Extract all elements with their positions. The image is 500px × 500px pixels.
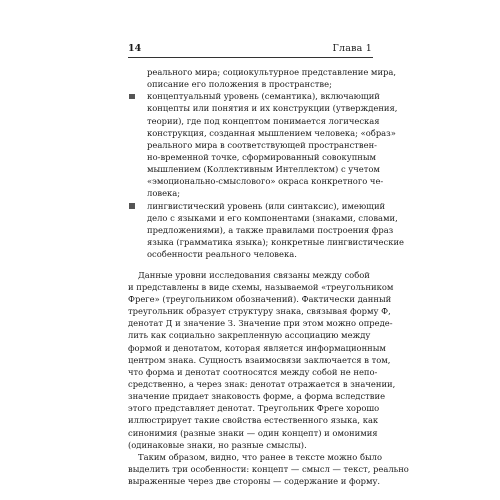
- square-bullet-icon: [129, 203, 135, 209]
- page-number: 14: [128, 43, 142, 54]
- paragraph-frege-triangle: [128, 269, 396, 451]
- text-line: описание его положения в пространстве;: [147, 79, 332, 90]
- text-line: конструкция, созданная мышлением человека; «образ»: [147, 127, 396, 138]
- list-item-concept-level: [128, 90, 398, 199]
- header-rule: [128, 57, 373, 58]
- text-line: но-временной точке, сформированный совокупным: [147, 151, 377, 162]
- text-line: иллюстрирует такие свойства естественного языка, как: [128, 415, 379, 426]
- page-body: [128, 66, 409, 487]
- text-line: средственно, а через знак: денотат отражается в значении,: [128, 379, 396, 390]
- text-line: языка (грамматика языка); конкретные лингвистические: [147, 236, 404, 247]
- list-item-linguistic-level: [128, 200, 404, 261]
- square-bullet-icon: [129, 94, 135, 100]
- text-line: концепты или понятия и их конструкции (утверждения,: [147, 103, 398, 114]
- text-line: что форма и денотат соотносятся между собой не непо-: [128, 366, 378, 377]
- text-line: этого представляет денотат. Треугольник Фреге хорошо: [128, 403, 380, 414]
- text-line: реального мира; социокультурное представление мира,: [147, 67, 397, 77]
- running-head-chapter: Глава 1: [332, 43, 372, 54]
- text-line: предложениями), а также правилами построения фраз: [147, 224, 394, 235]
- text-line: выраженные через две стороны — содержание и форму.: [128, 476, 381, 487]
- text-line: мышлением (Коллективным Интеллектом) с учетом: [147, 164, 380, 175]
- text-line: Фреге» (треугольником обозначений). Фактически данный: [128, 294, 392, 305]
- text-line: центром знака. Сущность взаимосвязи заключается в том,: [128, 354, 391, 365]
- text-line: Таким образом, видно, что ранее в тексте можно было: [138, 451, 383, 462]
- text-span: лингвистический уровень (или синтаксис), имеющий: [147, 200, 386, 211]
- text-line: треугольник образует структуру знака, связывая форму Ф,: [128, 306, 391, 317]
- paragraph-conclusion: [128, 451, 409, 487]
- text-line: значение придает знаковость форме, а форма вследствие: [128, 391, 386, 402]
- text-line: «эмоционально-смыслового» окраса конкретного че-: [147, 176, 384, 187]
- text-line: [128, 200, 386, 212]
- paragraph-gap: [128, 260, 373, 269]
- text-line: денотат Д и значение З. Значение при этом можно опреде-: [128, 318, 393, 329]
- text-line: лить как социально закрепленную ассоциацию между: [128, 330, 371, 341]
- text-line: ловека;: [147, 188, 181, 199]
- text-line: формой и денотатом, которая является информационным: [128, 342, 386, 353]
- text-line: особенности реального человека.: [147, 249, 297, 260]
- text-line: теории), где под концептом понимается логическая: [147, 115, 380, 126]
- text-span: концептуальный уровень (семантика), включающий: [147, 91, 380, 102]
- text-line: синонимия (разные знаки — один концепт) и омонимия: [128, 427, 378, 438]
- list-continuation: [128, 66, 397, 90]
- text-line: выделить три особенности: концепт — смысл — текст, реально: [128, 464, 409, 474]
- text-line: [128, 90, 380, 102]
- text-line: реального мира в соответствующей пространствен-: [147, 139, 378, 150]
- text-line: Данные уровни исследования связаны между собой: [138, 269, 370, 280]
- text-line: (одинаковые знаки, но разные смыслы).: [128, 439, 307, 450]
- text-line: дело с языками и его компонентами (знаками, словами,: [147, 212, 398, 223]
- text-line: и представлены в виде схемы, называемой «треугольником: [128, 281, 394, 292]
